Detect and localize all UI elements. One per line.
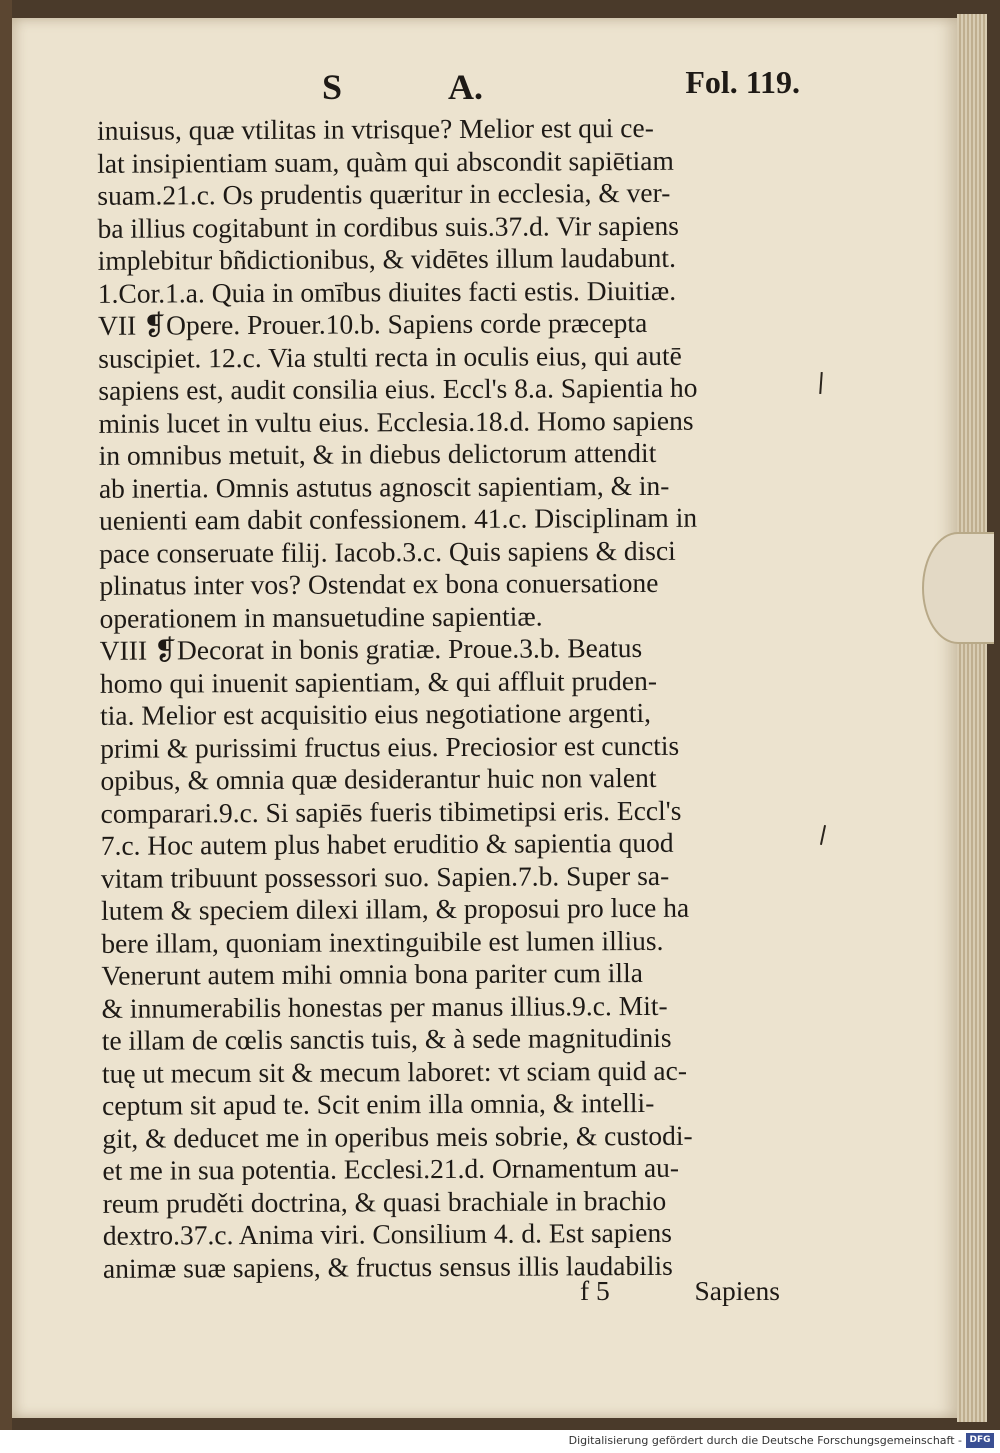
text-line: tuę ut mecum sit & mecum laboret: vt sciam quid ac- (101, 1054, 688, 1089)
text-line: ceptum sit apud te. Scit enim illa omnia, & intelli- (102, 1086, 655, 1121)
text-line: suam.21.c. Os prudentis quæritur in ecclesia, & ver- (97, 176, 671, 211)
text-line: plinatus inter vos? Ostendat ex bona conuersatione (99, 566, 659, 601)
text-line: comparari.9.c. Si sapiēs fueris tibimetipsi eris. Eccl's (100, 794, 682, 829)
main-text-block (97, 111, 803, 1285)
signature-mark: f 5 (580, 1275, 610, 1306)
footer-bar (0, 1430, 1000, 1453)
book-cover-edge (0, 0, 12, 1430)
text-line: pace conseruate filij. Iacob.3.c. Quis sapiens & disci (99, 534, 676, 569)
text-line: ab inertia. Omnis astutus agnoscit sapientiam, & in- (98, 469, 670, 504)
catchword: Sapiens (694, 1275, 780, 1306)
running-head (100, 58, 800, 114)
text-line: Venerunt autem mihi omnia bona pariter cum illa (101, 956, 643, 991)
text-line: operationem in mansuetudine sapientiæ. (99, 600, 543, 634)
text-line: te illam de cœlis sanctis tuis, & à sede magnitudinis (101, 1021, 672, 1056)
text-line: VII ❡Opere. Prouer.10.b. Sapiens corde præcepta (97, 306, 648, 341)
text-line: & innumerabilis honestas per manus illius.9.c. Mit- (101, 989, 668, 1024)
text-line: 1.Cor.1.a. Quia in omībus diuites facti estis. Diuitiæ. (97, 274, 677, 309)
text-line: vitam tribuunt possessori suo. Sapien.7.b. Super sa- (100, 859, 670, 894)
text-line: minis lucet in vultu eius. Ecclesia.18.d. Homo sapiens (98, 404, 694, 439)
text-line: 7.c. Hoc autem plus habet eruditio & sapientia quod (100, 826, 674, 861)
text-line: implebitur bñdictionibus, & vidētes illum laudabunt. (97, 241, 676, 276)
text-line: git, & deducet me in operibus meis sobrie, & custodi- (102, 1119, 693, 1154)
running-head-left: S (322, 67, 345, 107)
catchline (100, 1275, 780, 1309)
dfg-logo: DFG (966, 1433, 994, 1448)
text-line: tia. Melior est acquisitio eius negotiatione argenti, (100, 696, 652, 731)
page-tab (922, 532, 994, 644)
text-line: opibus, & omnia quæ desiderantur huic non valent (100, 761, 657, 796)
text-line: in omnibus metuit, & in diebus delictorum attendit (98, 436, 657, 471)
text-line: sapiens est, audit consilia eius. Eccl's 8.a. Sapientia ho (98, 371, 698, 406)
text-line: ba illius cogitabunt in cordibus suis.37.d. Vir sapiens (97, 209, 680, 244)
text-line: bere illam, quoniam inextinguibile est lumen illius. (101, 924, 664, 959)
text-line: primi & purissimi fructus eius. Preciosior est cunctis (100, 729, 680, 764)
text-line: lutem & speciem dilexi illam, & proposui pro luce ha (101, 891, 690, 926)
page-edges (957, 14, 987, 1422)
text-line: inuisus, quæ vtilitas in vtrisque? Melior est qui ce- (96, 111, 654, 146)
folio-number: Fol. 119. (685, 64, 800, 100)
text-line: homo qui inuenit sapientiam, & qui affluit pruden- (99, 664, 658, 699)
text-line: animæ suæ sapiens, & fructus sensus illis laudabilis (102, 1249, 673, 1284)
text-line: suscipiet. 12.c. Via stulti recta in oculis eius, qui autē (98, 339, 682, 374)
text-line: reum pruděti doctrina, & quasi brachiale in brachio (102, 1184, 667, 1219)
text-line: lat insipientiam suam, quàm qui abscondit sapiētiam (97, 144, 674, 179)
text-line: VIII ❡Decorat in bonis gratiæ. Proue.3.b. Beatus (99, 631, 643, 666)
text-line: dextro.37.c. Anima viri. Consilium 4. d. Est sapiens (102, 1216, 672, 1251)
text-line: et me in sua potentia. Ecclesi.21.d. Ornamentum au- (102, 1151, 680, 1186)
funding-credit: Digitalisierung gefördert durch die Deutsche Forschungsgemeinschaft - (568, 1434, 962, 1447)
running-head-middle: A. (448, 67, 483, 107)
text-line: uenienti eam dabit confessionem. 41.c. Disciplinam in (98, 501, 698, 536)
